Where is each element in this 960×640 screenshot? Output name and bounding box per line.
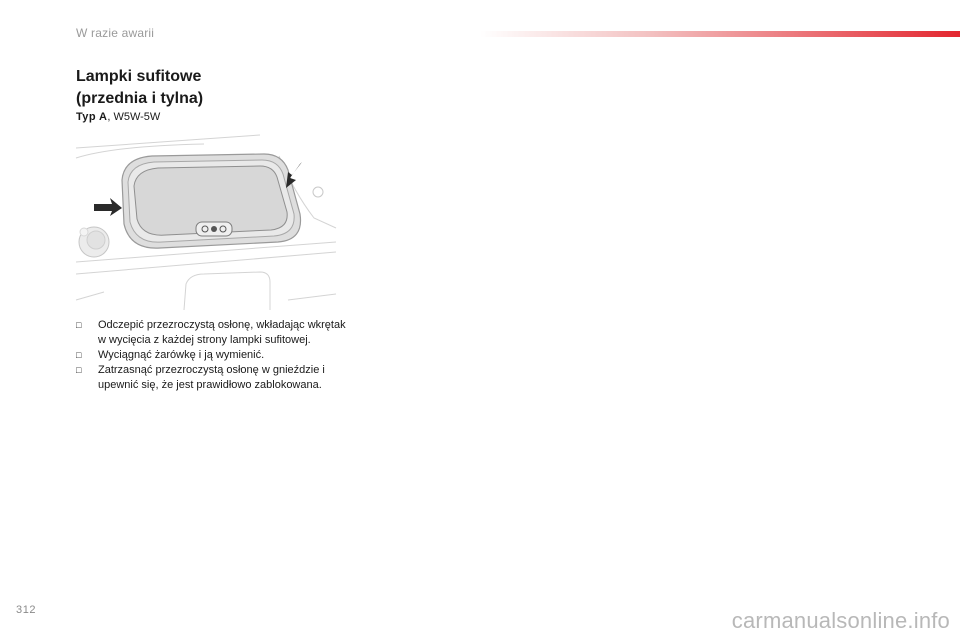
- checkbox-bullet-icon: □: [76, 350, 82, 360]
- bulb-type-value: , W5W-5W: [107, 111, 161, 123]
- instruction-step-text: Wyciągnąć żarówkę i ją wymienić.: [98, 349, 265, 361]
- page-number: 312: [16, 604, 37, 616]
- instruction-step: [76, 363, 356, 393]
- ceiling-lamp-illustration: [74, 132, 338, 312]
- header-title: W razie awarii: [76, 26, 155, 40]
- instruction-steps: [76, 318, 356, 393]
- checkbox-bullet-icon: □: [76, 365, 82, 375]
- instruction-step: [76, 348, 356, 363]
- instruction-step-text: Odczepić przezroczystą osłonę, wkładając wkrętak w wycięcia z każdej strony lampki sufitowej.: [98, 319, 346, 346]
- header-accent-bar: [480, 31, 960, 37]
- arrow-icon: [94, 198, 122, 216]
- lamp-switch: [196, 222, 232, 236]
- dome-knob: [79, 227, 109, 257]
- checkbox-bullet-icon: □: [76, 320, 82, 330]
- arrow-icon: [286, 162, 302, 188]
- watermark-link[interactable]: carmanualsonline.info: [731, 608, 950, 633]
- bulb-type-label: Typ A: [76, 111, 108, 123]
- section-title: [76, 66, 376, 110]
- section-title-line1: Lampki sufitowe: [76, 68, 202, 85]
- instruction-step-text: Zatrzasnąć przezroczystą osłonę w gnieździe i upewnić się, że jest prawidłowo zablokowana.: [98, 364, 325, 391]
- bulb-type-line: [76, 111, 160, 123]
- section-title-line2: (przednia i tylna): [76, 90, 204, 107]
- instruction-step: [76, 318, 356, 348]
- screw-hole: [313, 187, 323, 197]
